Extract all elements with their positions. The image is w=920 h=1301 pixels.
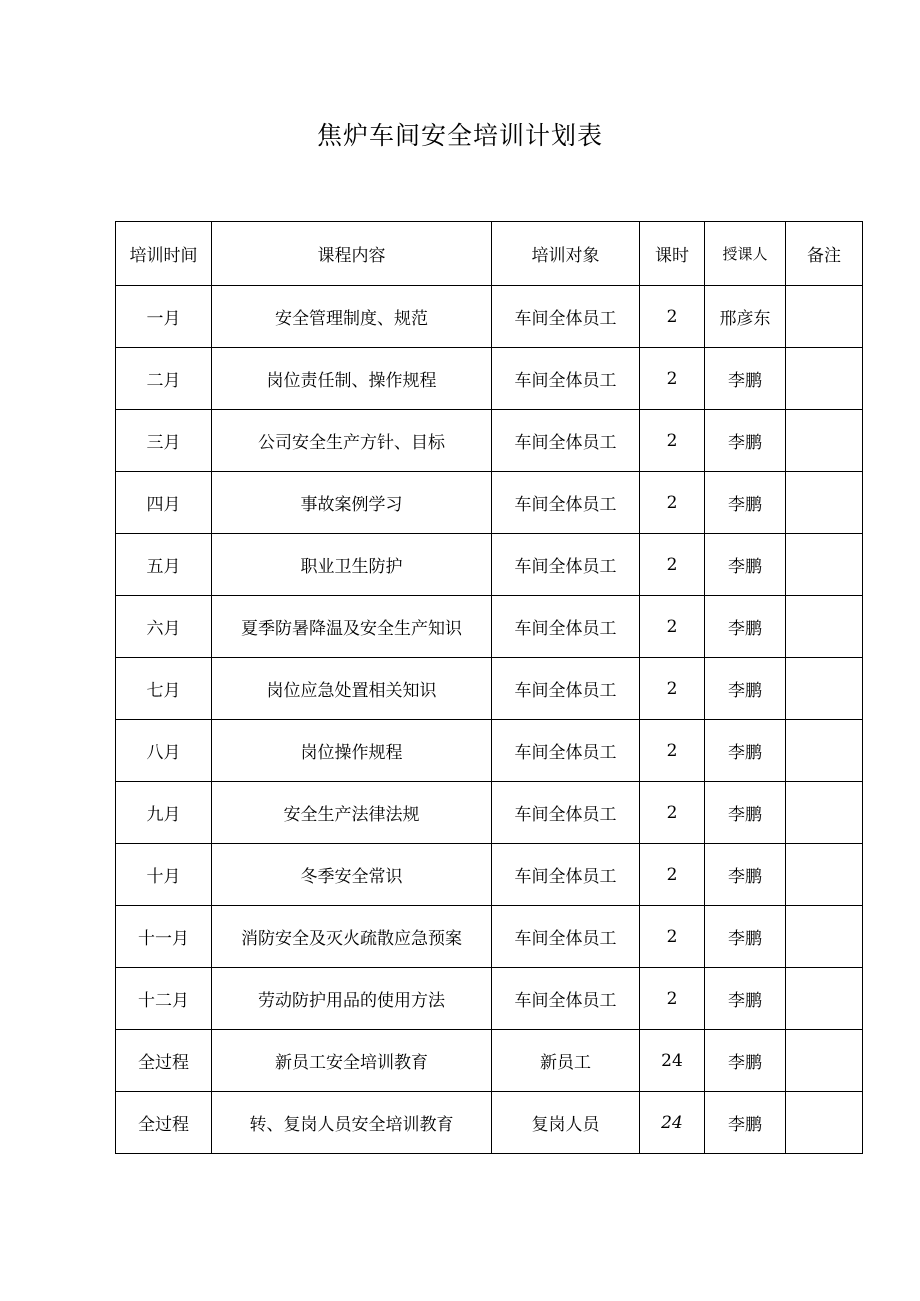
cell-content: 职业卫生防护 — [212, 534, 492, 596]
cell-hours: 2 — [640, 906, 705, 968]
cell-remark — [786, 534, 863, 596]
cell-content: 岗位责任制、操作规程 — [212, 348, 492, 410]
header-target: 培训对象 — [492, 222, 640, 286]
cell-time: 六月 — [116, 596, 212, 658]
cell-teacher: 李鹏 — [705, 348, 786, 410]
table-row — [116, 472, 863, 534]
cell-hours: 2 — [640, 348, 705, 410]
cell-hours: 24 — [640, 1030, 705, 1092]
cell-content: 新员工安全培训教育 — [212, 1030, 492, 1092]
table-row — [116, 782, 863, 844]
cell-time: 七月 — [116, 658, 212, 720]
table-row — [116, 410, 863, 472]
cell-content: 消防安全及灭火疏散应急预案 — [212, 906, 492, 968]
cell-target: 车间全体员工 — [492, 720, 640, 782]
cell-remark — [786, 1092, 863, 1154]
cell-target: 车间全体员工 — [492, 906, 640, 968]
cell-target: 复岗人员 — [492, 1092, 640, 1154]
table-row — [116, 534, 863, 596]
cell-remark — [786, 472, 863, 534]
cell-target: 车间全体员工 — [492, 658, 640, 720]
table-row — [116, 968, 863, 1030]
header-hours: 课时 — [640, 222, 705, 286]
cell-remark — [786, 596, 863, 658]
cell-hours: 2 — [640, 720, 705, 782]
cell-content: 冬季安全常识 — [212, 844, 492, 906]
cell-hours: 2 — [640, 286, 705, 348]
cell-teacher: 李鹏 — [705, 720, 786, 782]
table-row — [116, 906, 863, 968]
cell-remark — [786, 968, 863, 1030]
cell-remark — [786, 782, 863, 844]
cell-teacher: 李鹏 — [705, 410, 786, 472]
header-teacher: 授课人 — [705, 222, 786, 286]
table-row — [116, 720, 863, 782]
cell-teacher: 李鹏 — [705, 968, 786, 1030]
table-row — [116, 844, 863, 906]
cell-target: 车间全体员工 — [492, 472, 640, 534]
cell-target: 车间全体员工 — [492, 348, 640, 410]
cell-content: 转、复岗人员安全培训教育 — [212, 1092, 492, 1154]
training-plan-table — [115, 221, 863, 1154]
cell-hours: 2 — [640, 844, 705, 906]
cell-remark — [786, 906, 863, 968]
header-time: 培训时间 — [116, 222, 212, 286]
cell-remark — [786, 410, 863, 472]
cell-content: 公司安全生产方针、目标 — [212, 410, 492, 472]
cell-remark — [786, 844, 863, 906]
cell-hours: 2 — [640, 596, 705, 658]
table-row — [116, 286, 863, 348]
cell-teacher: 李鹏 — [705, 906, 786, 968]
cell-target: 车间全体员工 — [492, 968, 640, 1030]
cell-content: 安全管理制度、规范 — [212, 286, 492, 348]
cell-time: 全过程 — [116, 1030, 212, 1092]
cell-target: 车间全体员工 — [492, 534, 640, 596]
cell-content: 事故案例学习 — [212, 472, 492, 534]
cell-time: 八月 — [116, 720, 212, 782]
cell-hours: 2 — [640, 968, 705, 1030]
cell-remark — [786, 720, 863, 782]
cell-hours: 2 — [640, 534, 705, 596]
table-header-row — [116, 222, 863, 286]
cell-time: 十月 — [116, 844, 212, 906]
cell-target: 车间全体员工 — [492, 410, 640, 472]
cell-time: 五月 — [116, 534, 212, 596]
cell-time: 十一月 — [116, 906, 212, 968]
cell-content: 安全生产法律法规 — [212, 782, 492, 844]
cell-teacher: 李鹏 — [705, 658, 786, 720]
cell-target: 车间全体员工 — [492, 286, 640, 348]
cell-hours: 2 — [640, 472, 705, 534]
cell-teacher: 李鹏 — [705, 844, 786, 906]
cell-remark — [786, 286, 863, 348]
header-content: 课程内容 — [212, 222, 492, 286]
cell-content: 夏季防暑降温及安全生产知识 — [212, 596, 492, 658]
cell-target: 车间全体员工 — [492, 782, 640, 844]
cell-time: 十二月 — [116, 968, 212, 1030]
cell-teacher: 李鹏 — [705, 782, 786, 844]
table-row — [116, 1030, 863, 1092]
cell-teacher: 李鹏 — [705, 534, 786, 596]
cell-time: 三月 — [116, 410, 212, 472]
cell-remark — [786, 1030, 863, 1092]
cell-time: 九月 — [116, 782, 212, 844]
cell-content: 劳动防护用品的使用方法 — [212, 968, 492, 1030]
cell-target: 车间全体员工 — [492, 596, 640, 658]
cell-time: 一月 — [116, 286, 212, 348]
cell-target: 车间全体员工 — [492, 844, 640, 906]
table-row — [116, 348, 863, 410]
cell-hours: 2 — [640, 782, 705, 844]
cell-hours: 2 — [640, 410, 705, 472]
cell-remark — [786, 348, 863, 410]
cell-hours: 2 — [640, 658, 705, 720]
table-row — [116, 596, 863, 658]
header-remark: 备注 — [786, 222, 863, 286]
cell-time: 全过程 — [116, 1092, 212, 1154]
cell-teacher: 李鹏 — [705, 472, 786, 534]
cell-teacher: 李鹏 — [705, 1092, 786, 1154]
cell-teacher: 邢彦东 — [705, 286, 786, 348]
cell-hours: 24 — [640, 1092, 705, 1154]
cell-teacher: 李鹏 — [705, 596, 786, 658]
cell-target: 新员工 — [492, 1030, 640, 1092]
cell-content: 岗位应急处置相关知识 — [212, 658, 492, 720]
table-row — [116, 1092, 863, 1154]
table-row — [116, 658, 863, 720]
cell-teacher: 李鹏 — [705, 1030, 786, 1092]
page-title: 焦炉车间安全培训计划表 — [316, 121, 603, 150]
cell-time: 四月 — [116, 472, 212, 534]
cell-remark — [786, 658, 863, 720]
cell-content: 岗位操作规程 — [212, 720, 492, 782]
cell-time: 二月 — [116, 348, 212, 410]
